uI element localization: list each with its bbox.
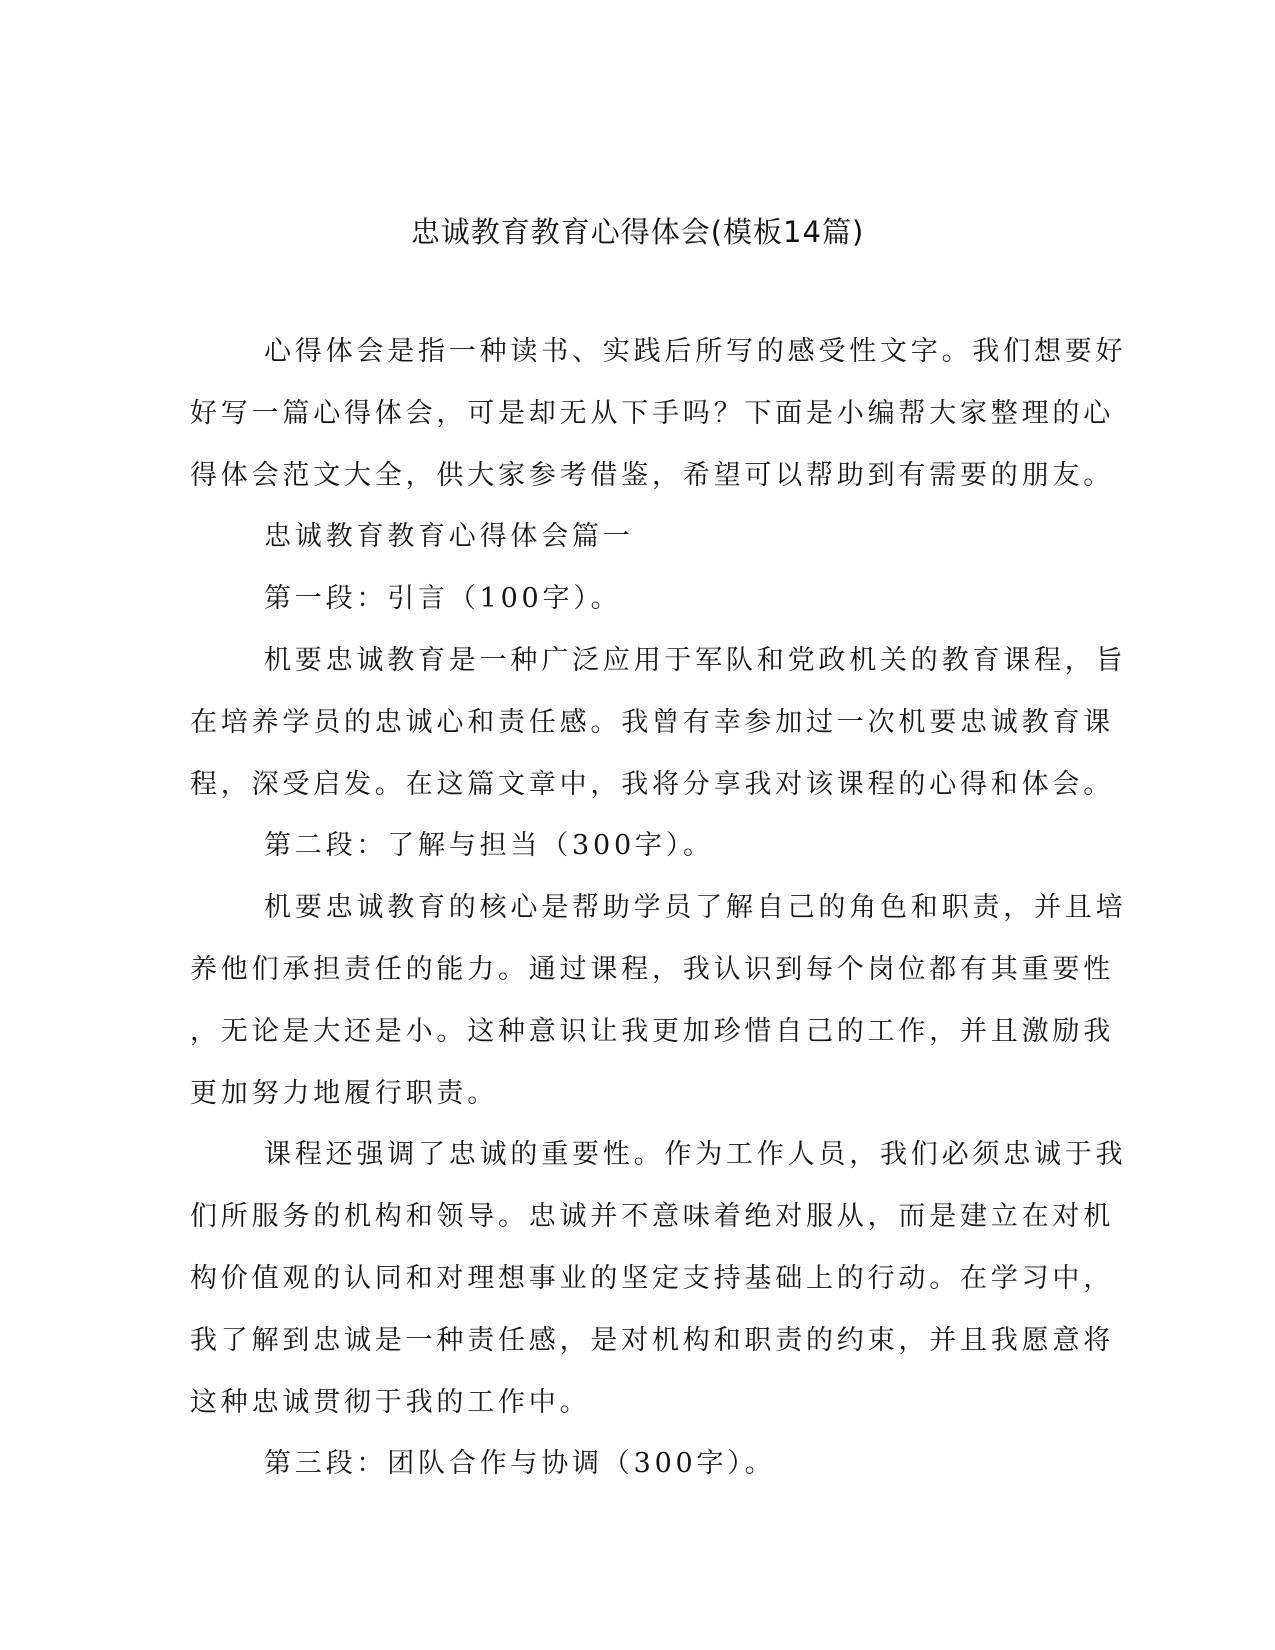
text-line: 第一段：引言（100字）。	[264, 583, 622, 615]
text-line: 们所服务的机构和领导。忠诚并不意味着绝对服从，而是建立在对机	[190, 1201, 1114, 1233]
text-line: 心得体会是指一种读书、实践后所写的感受性文字。我们想要好	[264, 336, 1127, 367]
text-line: 第二段：了解与担当（300字）。	[264, 830, 714, 862]
document-title: 忠诚教育教育心得体会(模板14篇)	[410, 215, 865, 249]
text-line: ，无论是大还是小。这种意识让我更加珍惜自己的工作，并且激励我	[190, 1015, 1114, 1047]
text-line: 忠诚教育教育心得体会篇一	[264, 521, 634, 553]
document-body	[190, 330, 1127, 1504]
text-line: 这种忠诚贯彻于我的工作中。	[190, 1386, 591, 1418]
text-line: 好写一篇心得体会，可是却无从下手吗？下面是小编帮大家整理的心	[190, 397, 1114, 429]
text-line: 课程还强调了忠诚的重要性。作为工作人员，我们必须忠诚于我	[264, 1139, 1127, 1171]
text-line: 程，深受启发。在这篇文章中，我将分享我对该课程的心得和体会。	[190, 768, 1114, 800]
text-line: 在培养学员的忠诚心和责任感。我曾有幸参加过一次机要忠诚教育课	[190, 706, 1114, 738]
text-line: 机要忠诚教育是一种广泛应用于军队和党政机关的教育课程，旨	[264, 644, 1127, 676]
text-line: 构价值观的认同和对理想事业的坚定支持基础上的行动。在学习中，	[190, 1262, 1114, 1294]
text-line: 我了解到忠诚是一种责任感，是对机构和职责的约束，并且我愿意将	[190, 1324, 1114, 1356]
text-line: 得体会范文大全，供大家参考借鉴，希望可以帮助到有需要的朋友。	[190, 459, 1114, 491]
text-line: 养他们承担责任的能力。通过课程，我认识到每个岗位都有其重要性	[190, 953, 1114, 985]
text-line: 机要忠诚教育的核心是帮助学员了解自己的角色和职责，并且培	[264, 892, 1127, 924]
text-line: 更加努力地履行职责。	[190, 1077, 498, 1109]
text-line: 第三段：团队合作与协调（300字）。	[264, 1448, 776, 1480]
